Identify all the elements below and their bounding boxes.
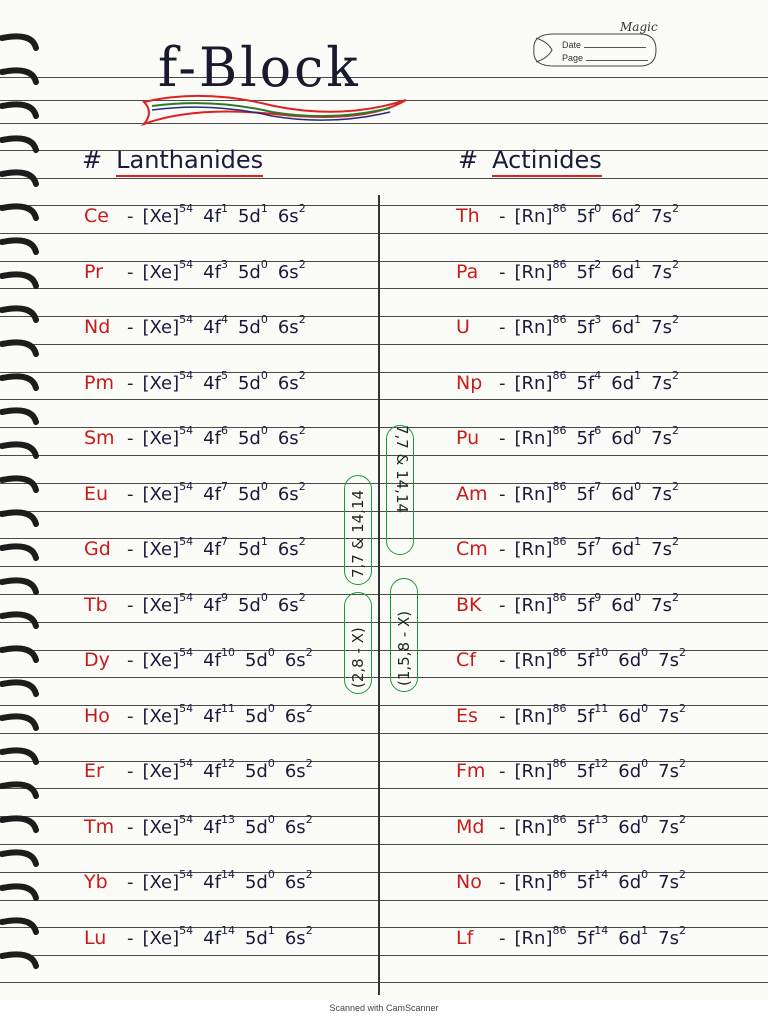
d-orbital: $5d^1$ [237,202,268,227]
d-orbital: $5d^0$ [244,646,275,671]
element-symbol: Pm [84,371,114,394]
dash: - [499,872,506,893]
element-symbol: Pr [84,260,103,283]
dash: - [499,927,506,949]
s-orbital: $6s^2$ [284,701,313,727]
f-orbital: $5f^{10}$ [576,646,609,671]
element-config-row [456,646,686,679]
element-config-row [456,313,679,346]
page-title: f-Block [158,36,361,100]
element-symbol: Np [456,371,483,394]
element-config-row [456,257,679,291]
f-orbital: $4f^{11}$ [203,701,235,727]
f-orbital: $4f^7$ [203,535,228,560]
s-orbital: $7s^2$ [658,646,686,671]
core-config: $[Xe]^{54}$ [142,313,194,338]
dash: - [127,650,134,671]
lanthanides-heading [82,146,263,174]
element-symbol: Eu [84,482,109,505]
d-orbital: $5d^0$ [244,701,275,727]
core-config: $[Rn]^{86}$ [514,535,567,560]
core-config: $[Rn]^{86}$ [514,479,567,505]
s-orbital: $6s^2$ [284,646,313,671]
element-config-row [84,812,313,846]
element-symbol: Nd [84,316,111,338]
element-symbol: Md [456,815,485,838]
element-config-row [456,812,686,846]
f-orbital: $4f^4$ [203,313,228,338]
f-orbital: $5f^{11}$ [576,701,609,727]
actinides-heading [458,146,602,174]
s-orbital: $6s^2$ [277,535,306,560]
d-orbital: $6d^0$ [618,757,649,782]
element-config-row [456,923,686,957]
dash: - [127,428,134,449]
core-config: $[Xe]^{54}$ [142,368,194,394]
s-orbital: $6s^2$ [284,868,313,893]
f-orbital: $4f^7$ [203,479,228,505]
core-config: $[Xe]^{54}$ [142,424,194,449]
spiral-binding-icon [0,0,46,1000]
core-config: $[Xe]^{54}$ [142,701,194,727]
s-orbital: $7s^2$ [658,923,686,949]
core-config: $[Rn]^{86}$ [514,812,567,838]
ruled-line [0,77,768,78]
element-config-row [84,868,313,901]
f-orbital: $4f^{12}$ [203,757,235,782]
element-symbol: Fm [456,760,486,782]
core-config: $[Rn]^{86}$ [514,757,567,782]
d-orbital: $6d^2$ [611,202,642,227]
act-exceptions-note: 7,7 & 14,14 [393,425,411,514]
element-config-row [456,701,686,735]
d-orbital: $6d^1$ [611,257,642,283]
dash: - [499,539,506,560]
s-orbital: $7s^2$ [651,479,679,505]
date-label: Date [562,40,582,50]
element-config-row [456,479,679,513]
core-config: $[Rn]^{86}$ [514,590,567,616]
s-orbital: $6s^2$ [284,923,313,949]
d-orbital: $5d^1$ [237,535,268,560]
d-orbital: $6d^0$ [611,424,642,449]
dash: - [499,650,506,671]
element-config-row [84,646,313,679]
core-config: $[Rn]^{86}$ [514,923,567,949]
core-config: $[Rn]^{86}$ [514,257,567,283]
element-symbol: Er [84,760,104,782]
d-orbital: $5d^0$ [244,868,275,893]
f-orbital: $5f^7$ [576,535,602,560]
d-orbital: $6d^0$ [618,868,649,893]
element-symbol: Pu [456,427,480,449]
element-symbol: Lf [456,926,474,949]
ruled-line [0,982,768,983]
element-symbol: Cm [456,538,488,560]
dash: - [499,483,506,505]
page-label: Page [562,53,584,63]
element-config-row [84,923,313,957]
element-config-row [84,257,306,291]
dash: - [127,872,134,893]
core-config: $[Xe]^{54}$ [142,646,194,671]
core-config: $[Xe]^{54}$ [142,590,194,616]
f-orbital: $4f^9$ [203,590,228,616]
f-orbital: $5f^3$ [576,313,602,338]
dash: - [127,927,134,949]
dash: - [499,317,506,338]
dash: - [499,705,506,727]
f-orbital: $5f^7$ [576,479,602,505]
s-orbital: $7s^2$ [651,590,679,616]
core-config: $[Rn]^{86}$ [514,424,567,449]
core-config: $[Xe]^{54}$ [142,257,194,283]
d-orbital: $5d^0$ [237,479,268,505]
dash: - [127,761,134,782]
s-orbital: $7s^2$ [651,424,679,449]
s-orbital: $6s^2$ [277,424,306,449]
core-config: $[Xe]^{54}$ [142,868,194,893]
d-orbital: $6d^1$ [611,535,642,560]
s-orbital: $7s^2$ [651,535,679,560]
s-orbital: $7s^2$ [658,868,686,893]
core-config: $[Rn]^{86}$ [514,868,567,893]
d-orbital: $5d^0$ [237,257,268,283]
d-orbital: $5d^0$ [237,590,268,616]
f-orbital: $5f^0$ [576,202,602,227]
element-config-row [84,313,306,346]
element-config-row [456,757,686,790]
dash: - [499,206,506,227]
d-orbital: $6d^1$ [618,923,649,949]
core-config: $[Xe]^{54}$ [142,535,194,560]
dash: - [127,317,134,338]
element-config-row [84,479,306,513]
f-orbital: $5f^{14}$ [576,868,609,893]
d-orbital: $6d^0$ [618,646,649,671]
element-symbol: Am [456,482,488,505]
hash-mark: # [458,146,479,174]
dash: - [127,206,134,227]
dash: - [499,594,506,616]
lan-range-note: (2,8 - X) [349,627,367,688]
element-symbol: Es [456,704,478,727]
element-config-row [84,424,306,457]
f-orbital: $4f^1$ [203,202,228,227]
f-orbital: $4f^{14}$ [203,923,235,949]
page-field [562,53,648,63]
s-orbital: $6s^2$ [284,757,313,782]
element-config-row [456,368,679,402]
dash: - [499,816,506,838]
s-orbital: $6s^2$ [277,313,306,338]
element-symbol: Ho [84,704,110,727]
element-symbol: Dy [84,649,110,671]
d-orbital: $5d^0$ [237,368,268,394]
title-underline-swash-icon [140,86,410,126]
f-orbital: $5f^{14}$ [576,923,609,949]
core-config: $[Rn]^{86}$ [514,701,567,727]
d-orbital: $5d^0$ [237,313,268,338]
element-symbol: Pa [456,260,479,283]
s-orbital: $7s^2$ [651,257,679,283]
actinides-title: Actinides [492,146,602,177]
core-config: $[Rn]^{86}$ [514,313,567,338]
element-config-row [84,590,306,624]
d-orbital: $6d^0$ [611,479,642,505]
dash: - [127,372,134,394]
f-orbital: $5f^2$ [576,257,602,283]
f-orbital: $4f^{10}$ [203,646,235,671]
s-orbital: $6s^2$ [284,812,313,838]
element-symbol: Tb [84,593,108,616]
element-symbol: Cf [456,649,476,671]
d-orbital: $6d^0$ [618,701,649,727]
act-range-note: (1,5,8 - X) [395,610,413,686]
column-divider [378,195,380,995]
s-orbital: $6s^2$ [277,590,306,616]
dash: - [127,483,134,505]
element-symbol: U [456,316,470,338]
element-symbol: Gd [84,538,111,560]
f-orbital: $5f^{12}$ [576,757,609,782]
scanner-watermark: Scanned with CamScanner [0,1000,768,1024]
s-orbital: $6s^2$ [277,368,306,394]
f-orbital: $4f^{13}$ [203,812,235,838]
d-orbital: $6d^0$ [611,590,642,616]
core-config: $[Rn]^{86}$ [514,202,567,227]
element-symbol: Lu [84,926,107,949]
f-orbital: $5f^9$ [576,590,602,616]
element-symbol: No [456,871,482,893]
element-config-row [456,535,679,568]
f-orbital: $4f^3$ [203,257,228,283]
s-orbital: $6s^2$ [277,202,306,227]
s-orbital: $6s^2$ [277,257,306,283]
f-orbital: $4f^{14}$ [203,868,235,893]
f-orbital: $5f^{13}$ [576,812,609,838]
dash: - [499,372,506,394]
f-orbital: $5f^4$ [576,368,602,394]
core-config: $[Rn]^{86}$ [514,368,567,394]
f-orbital: $5f^6$ [576,424,602,449]
element-config-row [456,424,679,457]
s-orbital: $6s^2$ [277,479,306,505]
element-config-row [84,368,306,402]
element-symbol: Th [456,205,480,227]
dash: - [127,705,134,727]
element-symbol: Sm [84,427,115,449]
core-config: $[Xe]^{54}$ [142,479,194,505]
core-config: $[Rn]^{86}$ [514,646,567,671]
element-symbol: Tm [84,815,115,838]
d-orbital: $5d^0$ [244,757,275,782]
d-orbital: $5d^1$ [244,923,275,949]
s-orbital: $7s^2$ [651,202,679,227]
element-config-row [84,757,313,790]
element-symbol: BK [456,593,482,616]
f-orbital: $4f^5$ [203,368,228,394]
s-orbital: $7s^2$ [658,701,686,727]
s-orbital: $7s^2$ [658,812,686,838]
core-config: $[Xe]^{54}$ [142,202,194,227]
s-orbital: $7s^2$ [651,368,679,394]
dash: - [499,428,506,449]
core-config: $[Xe]^{54}$ [142,812,194,838]
core-config: $[Xe]^{54}$ [142,923,194,949]
element-config-row [84,535,306,568]
lan-exceptions-note: 7,7 & 14,14 [349,489,367,578]
d-orbital: $5d^0$ [244,812,275,838]
d-orbital: $5d^0$ [237,424,268,449]
d-orbital: $6d^0$ [618,812,649,838]
dash: - [127,816,134,838]
brand-name: Magic [620,20,658,34]
lanthanides-title: Lanthanides [116,146,263,177]
core-config: $[Xe]^{54}$ [142,757,194,782]
element-config-row [456,868,686,901]
d-orbital: $6d^1$ [611,313,642,338]
ruled-line [0,178,768,179]
dash: - [127,261,134,283]
element-config-row [456,590,679,624]
dash: - [499,261,506,283]
hash-mark: # [82,146,103,174]
element-config-row [456,202,679,235]
element-config-row [84,202,306,235]
element-symbol: Ce [84,205,109,227]
element-config-row [84,701,313,735]
dash: - [127,594,134,616]
element-symbol: Yb [84,871,108,893]
s-orbital: $7s^2$ [658,757,686,782]
notebook-brand-badge-icon [530,28,660,72]
dash: - [127,539,134,560]
dash: - [499,761,506,782]
s-orbital: $7s^2$ [651,313,679,338]
date-field [562,40,646,50]
f-orbital: $4f^6$ [203,424,228,449]
d-orbital: $6d^1$ [611,368,642,394]
